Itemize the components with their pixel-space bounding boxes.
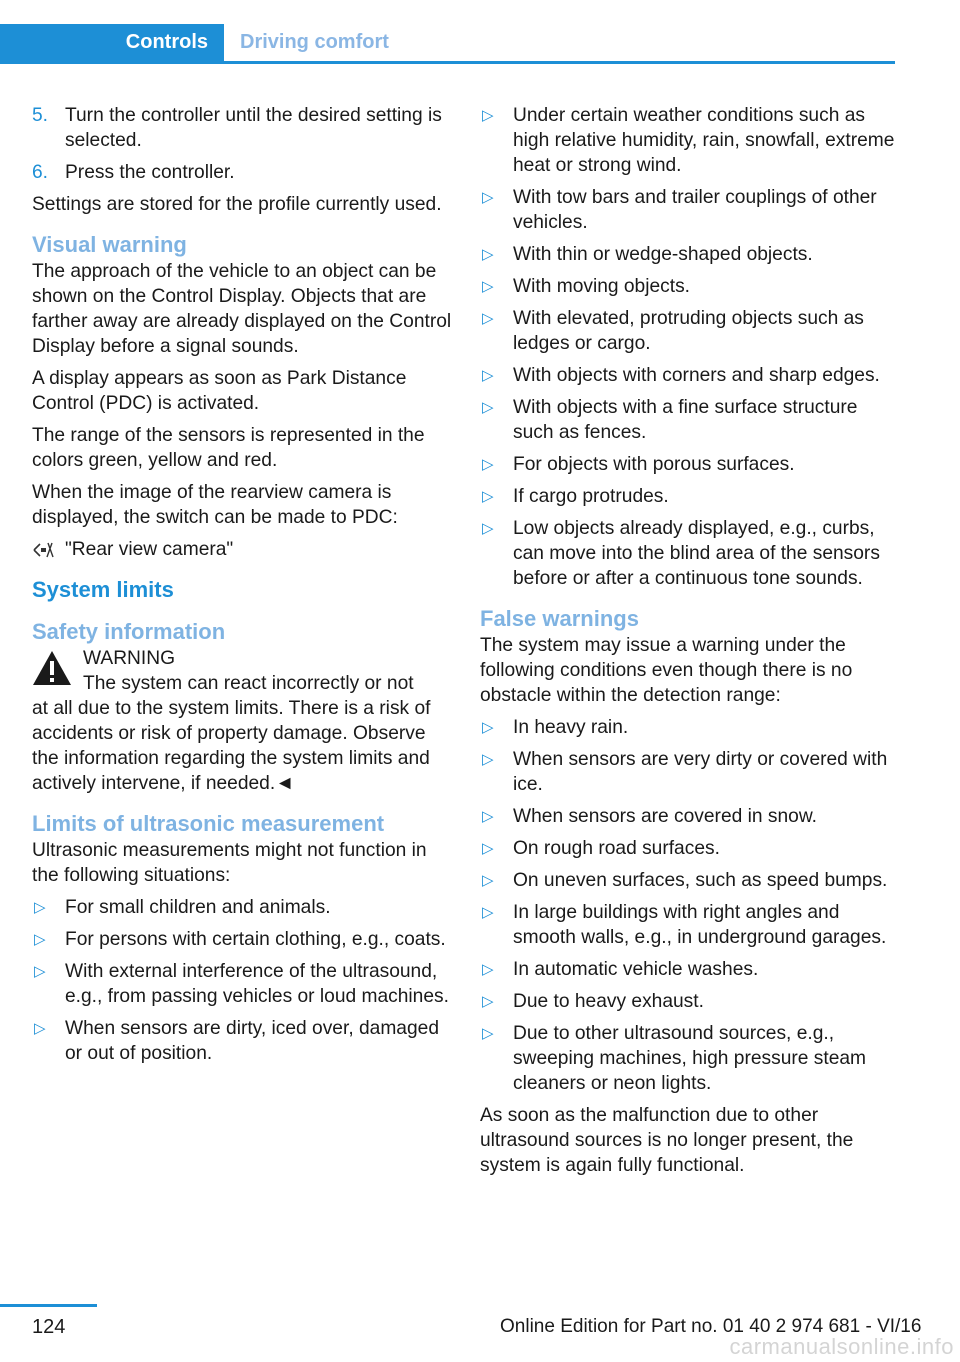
list-item-text: With objects with a fine surface structure such as fences. [513, 397, 858, 443]
bullet-marker: ▷ [482, 107, 494, 124]
tab-driving-comfort[interactable]: Driving comfort [240, 31, 389, 53]
list-item [480, 868, 900, 893]
bullet-marker: ▷ [482, 961, 494, 978]
list-item [480, 484, 900, 509]
bullet-marker: ▷ [34, 963, 46, 980]
list-item-text: For persons with certain clothing, e.g., coats. [65, 929, 446, 950]
list-item [480, 836, 900, 861]
list-item-text: When sensors are dirty, iced over, damaged or out of position. [65, 1018, 439, 1064]
warning-box [32, 646, 452, 796]
list-item [480, 242, 900, 267]
bullet-marker: ▷ [482, 904, 494, 921]
warning-text-first: The system can react incorrectly or not [83, 673, 414, 694]
header-tabbar [0, 24, 895, 64]
paragraph: Settings are stored for the profile currently used. [32, 194, 442, 215]
bullet-marker: ▷ [482, 840, 494, 857]
paragraph: The approach of the vehicle to an object can be shown on the Control Display. Objects that are farther away are already displayed on the Control Display before a signal sounds. [32, 261, 452, 357]
menu-path [32, 537, 452, 562]
list-item [480, 306, 900, 356]
warning-text: at all due to the system limits. There is a risk of accidents or risk of property damage. Observe the information regarding the system limits and actively intervene, if needed.◄ [32, 698, 431, 794]
bullet-marker: ▷ [482, 310, 494, 327]
bullet-marker: ▷ [482, 399, 494, 416]
bullet-marker: ▷ [482, 872, 494, 889]
step-text: Turn the controller until the desired setting is selected. [65, 105, 442, 151]
bullet-marker: ▷ [482, 367, 494, 384]
list-item [480, 747, 900, 797]
list-item [480, 363, 900, 388]
list-item-text: If cargo protrudes. [513, 486, 669, 507]
list-item-text: With moving objects. [513, 276, 691, 297]
list-item [480, 395, 900, 445]
list-item [480, 516, 900, 591]
list-item [480, 900, 900, 950]
right-column [480, 103, 900, 1185]
step-item [32, 103, 452, 153]
bullet-marker: ▷ [482, 246, 494, 263]
heading-limits-ultrasonic: Limits of ultrasonic measurement [32, 811, 385, 836]
paragraph: Ultrasonic measurements might not function in the following situations: [32, 840, 427, 886]
footer-rule [0, 1304, 97, 1307]
bullet-marker: ▷ [482, 1025, 494, 1042]
list-item [32, 1016, 452, 1066]
list-item [480, 274, 900, 299]
list-item [480, 957, 900, 982]
watermark: carmanualsonline.info [729, 1334, 954, 1359]
list-item-text: Under certain weather conditions such as high relative humidity, rain, snowfall, extreme heat or strong wind. [513, 105, 895, 176]
list-item [32, 927, 452, 952]
list-item-text: In heavy rain. [513, 717, 629, 738]
menu-item-label: "Rear view camera" [65, 539, 234, 560]
list-item [32, 895, 452, 920]
list-item [480, 715, 900, 740]
list-item [480, 989, 900, 1014]
list-item-text: For objects with porous surfaces. [513, 454, 795, 475]
bullet-marker: ▷ [482, 488, 494, 505]
list-item-text: Low objects already displayed, e.g., curbs, can move into the blind area of the sensors before or after a continuous tone sounds. [513, 518, 880, 589]
step-number: 5. [32, 105, 49, 126]
rear-view-camera-icon [32, 540, 56, 560]
paragraph: The system may issue a warning under the following conditions even though there is no obstacle within the detection range: [480, 635, 853, 706]
list-item [480, 185, 900, 235]
bullet-marker: ▷ [482, 520, 494, 537]
page-number: 124 [32, 1316, 66, 1338]
bullet-marker: ▷ [482, 751, 494, 768]
step-text: Press the controller. [65, 162, 235, 183]
edition-note: Online Edition for Part no. 01 40 2 974 681 - VI/16 [500, 1316, 922, 1337]
bullet-marker: ▷ [34, 931, 46, 948]
list-item [480, 103, 900, 178]
list-item [32, 959, 452, 1009]
bullet-marker: ▷ [482, 189, 494, 206]
list-item-text: When sensors are very dirty or covered with ice. [513, 749, 888, 795]
bullet-marker: ▷ [34, 899, 46, 916]
list-item-text: With external interference of the ultrasound, e.g., from passing vehicles or loud machines. [65, 961, 449, 1007]
list-item-text: In large buildings with right angles and smooth walls, e.g., in underground garages. [513, 902, 887, 948]
list-item-text: On rough road surfaces. [513, 838, 720, 859]
tab-controls[interactable]: Controls [0, 24, 224, 61]
list-item [480, 804, 900, 829]
heading-false-warnings: False warnings [480, 606, 639, 631]
list-item-text: With tow bars and trailer couplings of other vehicles. [513, 187, 877, 233]
step-item [32, 160, 452, 185]
list-item-text: Due to other ultrasound sources, e.g., sweeping machines, high pressure steam cleaners or neon lights. [513, 1023, 867, 1094]
left-column [32, 103, 452, 1073]
heading-visual-warning: Visual warning [32, 232, 187, 257]
paragraph: The range of the sensors is represented in the colors green, yellow and red. [32, 425, 425, 471]
list-item [480, 452, 900, 477]
list-item-text: In automatic vehicle washes. [513, 959, 759, 980]
bullet-marker: ▷ [482, 808, 494, 825]
paragraph: When the image of the rearview camera is displayed, the switch can be made to PDC: [32, 482, 398, 528]
bullet-marker: ▷ [482, 278, 494, 295]
warning-triangle-icon [32, 650, 72, 686]
list-item-text: For small children and animals. [65, 897, 331, 918]
heading-system-limits: System limits [32, 577, 174, 602]
bullet-marker: ▷ [482, 456, 494, 473]
list-item [480, 1021, 900, 1096]
bullet-marker: ▷ [482, 993, 494, 1010]
list-item-text: On uneven surfaces, such as speed bumps. [513, 870, 888, 891]
bullet-marker: ▷ [34, 1020, 46, 1037]
list-item-text: With elevated, protruding objects such as ledges or cargo. [513, 308, 864, 354]
list-item-text: With thin or wedge-shaped objects. [513, 244, 813, 265]
step-number: 6. [32, 162, 49, 183]
list-item-text: With objects with corners and sharp edges. [513, 365, 880, 386]
paragraph: As soon as the malfunction due to other ultrasound sources is no longer present, the system is again fully functional. [480, 1105, 854, 1176]
bullet-marker: ▷ [482, 719, 494, 736]
warning-title: WARNING [83, 648, 176, 669]
heading-safety-information: Safety information [32, 619, 226, 644]
list-item-text: Due to heavy exhaust. [513, 991, 704, 1012]
paragraph: A display appears as soon as Park Distance Control (PDC) is activated. [32, 368, 407, 414]
list-item-text: When sensors are covered in snow. [513, 806, 817, 827]
